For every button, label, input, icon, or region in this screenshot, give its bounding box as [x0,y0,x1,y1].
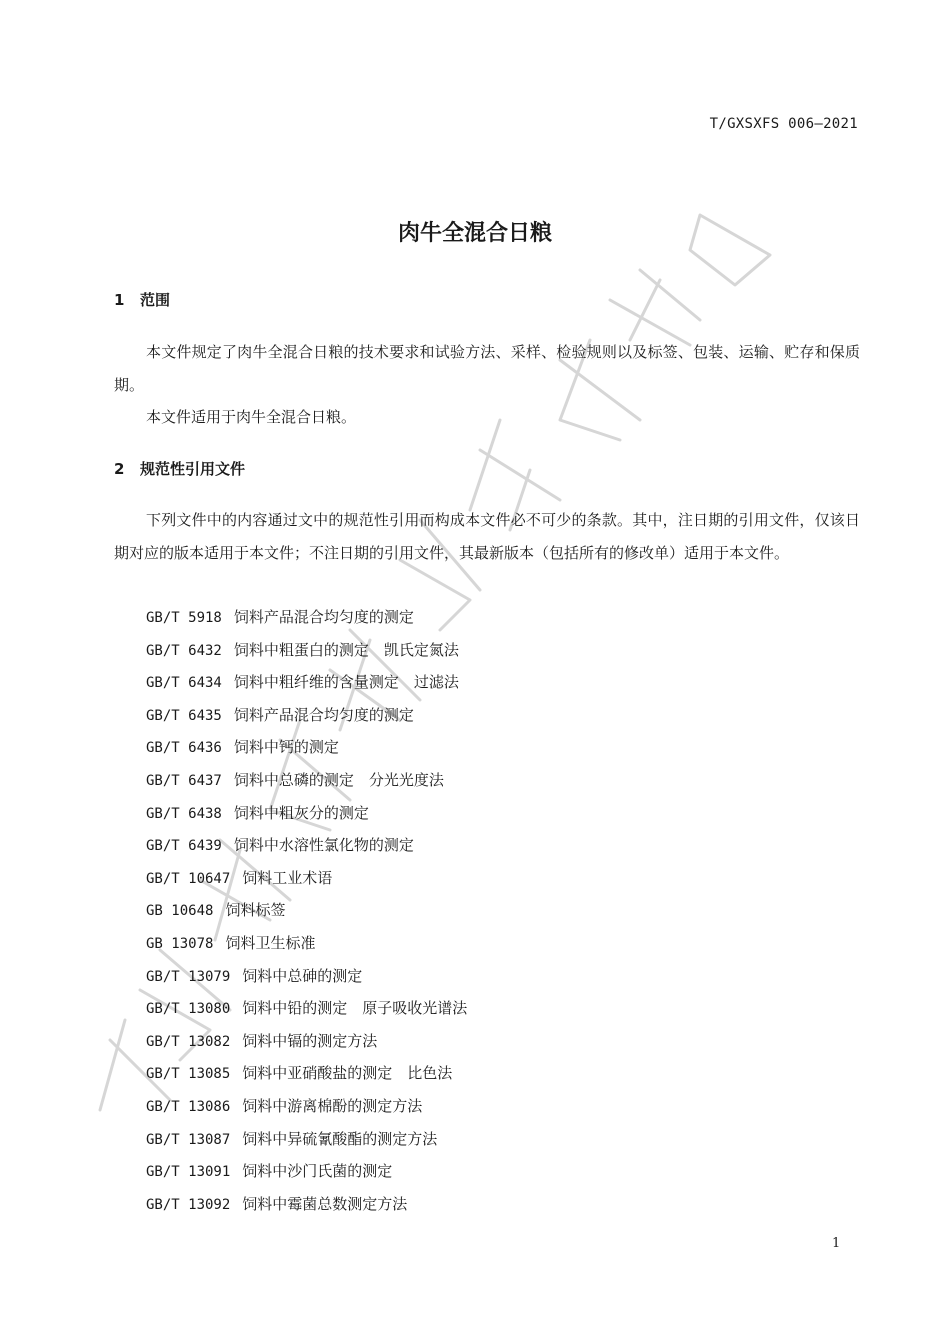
reference-item [146,894,467,927]
reference-code: GB/T 10647 [146,870,231,887]
reference-item [146,862,467,895]
references-intro-paragraph: 下列文件中的内容通过文中的规范性引用而构成本文件必不可少的条款。其中，注日期的引用文件，仅该日期对应的版本适用于本文件；不注日期的引用文件，其最新版本（包括所有的修改单）适用于本文件。 [114,511,860,562]
reference-name: 饲料产品混合均匀度的测定 [233,705,414,724]
page-number: 1 [832,1236,841,1251]
reference-code: GB/T 6436 [146,740,222,757]
reference-code: GB/T 6439 [146,838,222,855]
scope-applicability-paragraph: 本文件适用于肉牛全混合日粮。 [146,408,357,426]
reference-item [146,992,467,1025]
reference-item [146,601,467,634]
reference-code: GB/T 13080 [146,1001,231,1018]
reference-code: GB/T 13079 [146,968,231,985]
reference-item [146,829,467,862]
reference-code: GB/T 6435 [146,707,222,724]
reference-item [146,699,467,732]
reference-name: 饲料产品混合均匀度的测定 [233,608,414,626]
reference-item [146,1090,467,1123]
reference-item [146,634,467,667]
reference-code: GB/T 13091 [146,1164,231,1181]
section-number: 1 [114,291,125,309]
reference-name: 饲料中霉菌总数测定方法 [242,1194,408,1213]
reference-name: 饲料中水溶性氯化物的测定 [233,836,414,855]
reference-name: 饲料中粗灰分的测定 [233,803,369,822]
reference-item [146,666,467,699]
reference-code: GB 10648 [146,903,214,920]
reference-name: 饲料中游离棉酚的测定方法 [242,1096,423,1115]
reference-code: GB/T 6438 [146,805,222,822]
reference-item [146,1057,467,1090]
document-title: 肉牛全混合日粮 [397,221,552,246]
section-2-heading [114,458,245,479]
reference-name: 饲料中粗蛋白的测定 凯氏定氮法 [233,640,459,659]
reference-list [146,601,467,1220]
reference-code: GB/T 6432 [146,642,222,659]
reference-item [146,1123,467,1156]
section-1-heading [114,289,170,310]
reference-name: 饲料卫生标准 [225,933,316,952]
reference-item [146,764,467,797]
reference-code: GB/T 6437 [146,772,222,789]
section-title: 范围 [140,291,171,309]
reference-name: 饲料中总砷的测定 [242,966,363,985]
reference-item [146,1155,467,1188]
reference-name: 饲料标签 [225,901,286,920]
reference-code: GB/T 5918 [146,610,222,626]
reference-item [146,731,467,764]
reference-name: 饲料中异硫氰酸酯的测定方法 [242,1129,438,1148]
document-number: T/GXSXFS 006—2021 [709,116,858,132]
reference-item [146,927,467,960]
reference-code: GB/T 6434 [146,675,222,692]
reference-name: 饲料工业术语 [242,868,333,887]
reference-name: 饲料中粗纤维的含量测定 过滤法 [233,673,459,692]
reference-name: 饲料中总磷的测定 分光光度法 [233,770,444,789]
reference-code: GB/T 13087 [146,1131,231,1148]
scope-paragraph: 本文件规定了肉牛全混合日粮的技术要求和试验方法、采样、检验规则以及标签、包装、运输、贮存和保质期。 [114,343,860,394]
reference-code: GB/T 13082 [146,1033,231,1050]
reference-code: GB 13078 [146,935,214,952]
reference-name: 饲料中铅的测定 原子吸收光谱法 [242,999,468,1018]
reference-code: GB/T 13086 [146,1098,231,1115]
section-number: 2 [114,460,125,478]
reference-code: GB/T 13085 [146,1066,231,1083]
reference-name: 饲料中沙门氏菌的测定 [242,1162,393,1181]
reference-item [146,960,467,993]
reference-name: 饲料中钙的测定 [233,738,339,757]
reference-name: 饲料中镉的测定方法 [242,1031,378,1050]
section-title: 规范性引用文件 [140,460,246,478]
reference-name: 饲料中亚硝酸盐的测定 比色法 [242,1064,453,1083]
reference-item [146,1025,467,1058]
reference-item [146,797,467,830]
reference-item [146,1188,467,1221]
reference-code: GB/T 13092 [146,1196,231,1213]
